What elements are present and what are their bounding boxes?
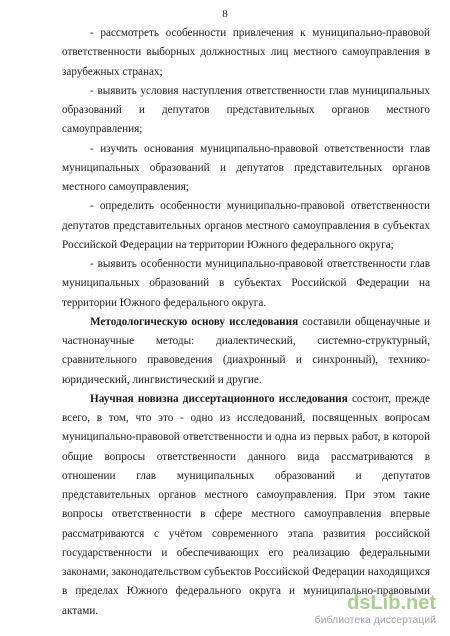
list-item-liability-grounds: - изучить основания муниципально-правовой ответственности глав муниципальных образований и депутатов представительных органов местного самоуправления; [62,142,430,193]
list-item-foreign-practice: - рассмотреть особенности привлечения к муниципально-правовой ответственности выборных должностных лиц местного самоуправления в зарубежных странах; [62,27,430,78]
methodology-heading: Методологическую основу исследования [90,315,299,328]
watermark-subtitle: библиотека диссертаций [314,614,436,626]
methodology-paragraph: Методологическую основу исследования составили общенаучные и частнонаучные методы: диалектический, системно-структурный, сравнительного правоведения (диахронный и синхронный), технико-юридический, лингвистический и другие. [62,315,431,386]
novelty-heading: Научная новизна диссертационного исследования [90,392,348,405]
list-item-deputies-liability: - определить особенности муниципально-правовой ответственности депутатов представительных органов местного самоуправления в субъектах Российской Федерации на территории Южного федерального округа; [62,200,430,251]
document-body [62,24,430,621]
page-number: 8 [222,8,228,20]
dslib-watermark [266,592,436,630]
watermark-logo: dsLib.net [347,592,436,614]
list-item-liability-conditions: - выявить условия наступления ответственности глав муниципальных образований и депутатов представительных органов местного самоуправления; [62,84,430,136]
novelty-paragraph: Научная новизна диссертационного исследования состоит, прежде всего, в том, что это - одно из исследований, посвященных вопросам муниципально-правовой ответственности и одна из первых работ, в которой общие вопросы ответственности данного вида рассматриваются в отношении глав муниципальных образований и депутатов представительных органов местного самоуправления. При этом такие вопросы ответственности в сфере местного самоуправления впервые рассматриваются с учётом современного этапа развития российской государственности и обеспечивающих его реализацию федеральными законами, законодательством субъектов Российской Федерации находящихся в пределах Южного федерального округа и муниципально-правовыми актами. [62,392,431,617]
list-item-heads-liability: - выявить особенности муниципально-правовой ответственности глав муниципальных образований в субъектах Российской Федерации на территории Южного федерального округа. [62,258,430,309]
